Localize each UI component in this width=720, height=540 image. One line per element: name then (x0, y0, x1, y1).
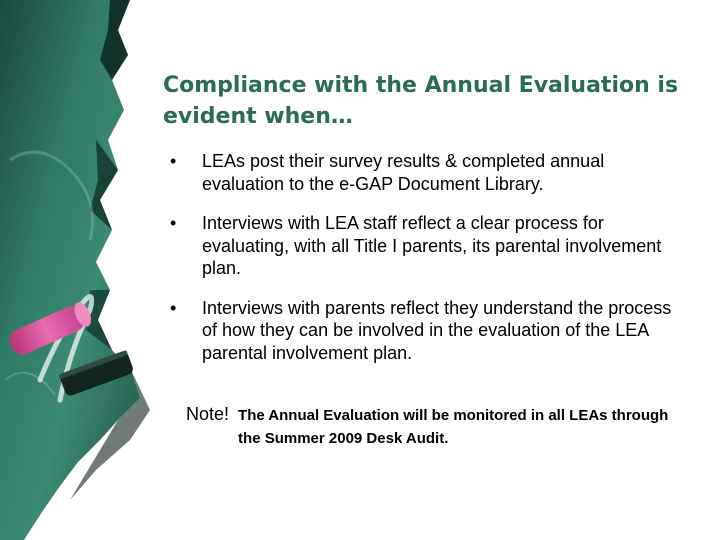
bullet-text: LEAs post their survey results & completed annual evaluation to the e-GAP Document Library. (202, 151, 605, 194)
slide-title: Compliance with the Annual Evaluation is evident when… (163, 73, 679, 129)
note-label: Note! (186, 404, 230, 424)
bullet-marker: • (170, 151, 177, 171)
bullet-text: Interviews with parents reflect they understand the process of how they can be involved in the evaluation of the LEA parental involvement plan. (202, 297, 672, 363)
bullet-marker: • (170, 297, 177, 318)
bullet-marker: • (170, 213, 177, 233)
note-text: The Annual Evaluation will be monitored in all LEAs through the Summer 2009 Desk Audit. (238, 407, 669, 447)
bullet-text: Interviews with LEA staff reflect a clear process for evaluating, with all Title I parents, its parental involvement plan. (202, 213, 662, 278)
note (186, 403, 686, 450)
bullet-list (170, 150, 680, 381)
bullet-item (170, 212, 680, 280)
bullet-item (170, 297, 680, 365)
bullet-item (170, 150, 680, 195)
